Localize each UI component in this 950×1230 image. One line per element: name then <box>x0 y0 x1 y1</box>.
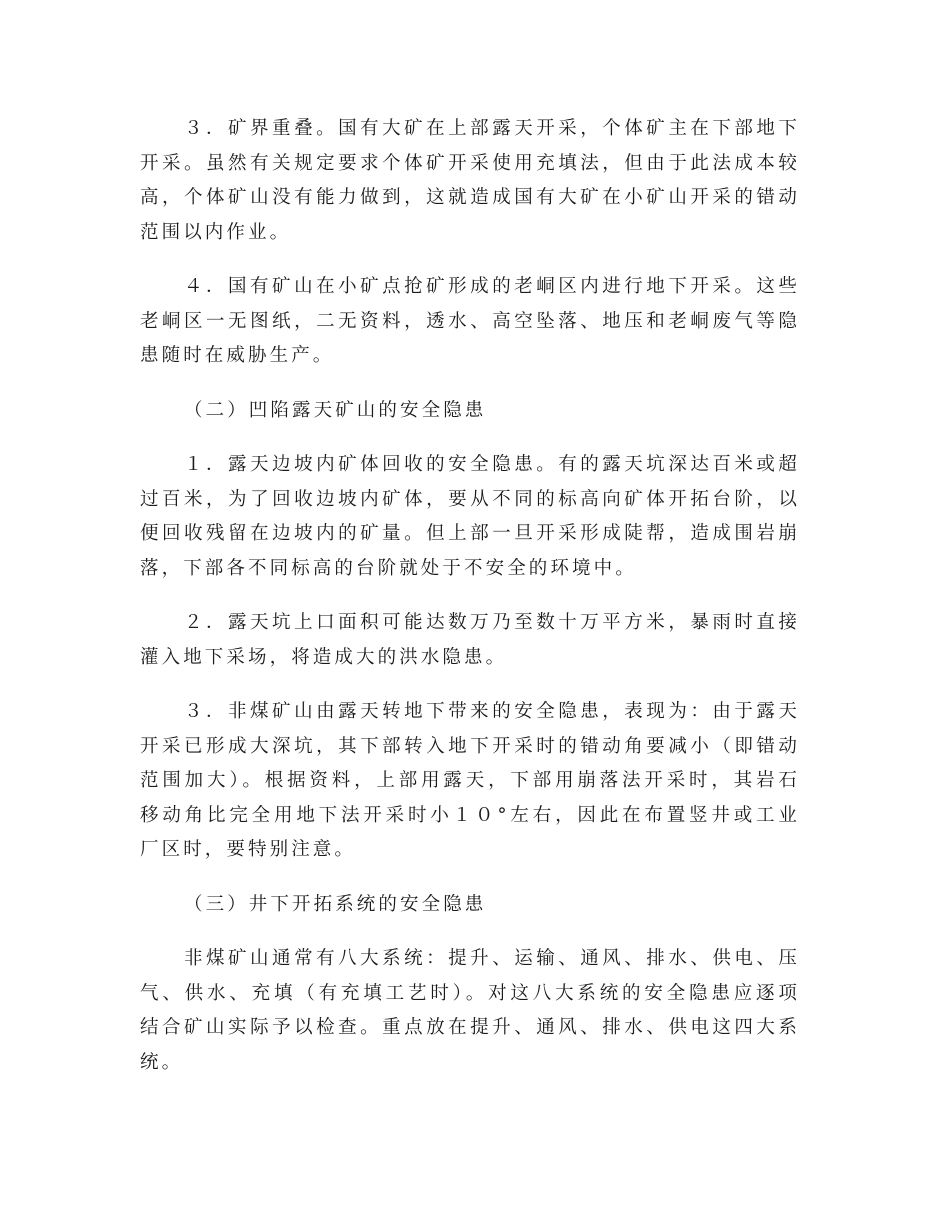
paragraph-open-pit-to-underground: ３．非煤矿山由露天转地下带来的安全隐患，表现为：由于露天开采已形成大深坑，其下部转入地下开采时的错动角要减小（即错动范围加大）。根据资料，上部用露天，下部用崩落法开采时，其岩石移动角比完全用地下法开采时小１０°左右，因此在布置竖井或工业厂区时，要特别注意。 <box>140 701 800 860</box>
section-heading-underground-systems: （三）井下开拓系统的安全隐患 <box>184 893 487 915</box>
paragraph-slope-recovery: １．露天边坡内矿体回收的安全隐患。有的露天坑深达百米或超过百米，为了回收边坡内矿体，要从不同的标高向矿体开拓台阶，以便回收残留在边坡内的矿量。但上部一旦开采形成陡帮，造成围岩崩落，下部各不同标高的台阶就处于不安全的环境中。 <box>140 454 800 579</box>
document-body <box>140 112 800 1100</box>
paragraph-old-workings: ４．国有矿山在小矿点抢矿形成的老峒区内进行地下开采。这些老峒区一无图纸，二无资料，透水、高空坠落、地压和老峒废气等隐患随时在威胁生产。 <box>140 276 800 366</box>
paragraph-flood-hazard: ２．露天坑上口面积可能达数万乃至数十万平方米，暴雨时直接灌入地下采场，将造成大的洪水隐患。 <box>140 612 800 668</box>
section-heading-open-pit: （二）凹陷露天矿山的安全隐患 <box>184 399 487 421</box>
paragraph-eight-systems: 非煤矿山通常有八大系统：提升、运输、通风、排水、供电、压气、供水、充填（有充填工艺时）。对这八大系统的安全隐患应逐项结合矿山实际予以检查。重点放在提升、通风、排水、供电这四大系统。 <box>140 948 800 1073</box>
paragraph-mine-boundary-overlap: ３．矿界重叠。国有大矿在上部露天开采，个体矿主在下部地下开采。虽然有关规定要求个体矿开采使用充填法，但由于此法成本较高，个体矿山没有能力做到，这就造成国有大矿在小矿山开采的错动范围以内作业。 <box>140 118 800 243</box>
